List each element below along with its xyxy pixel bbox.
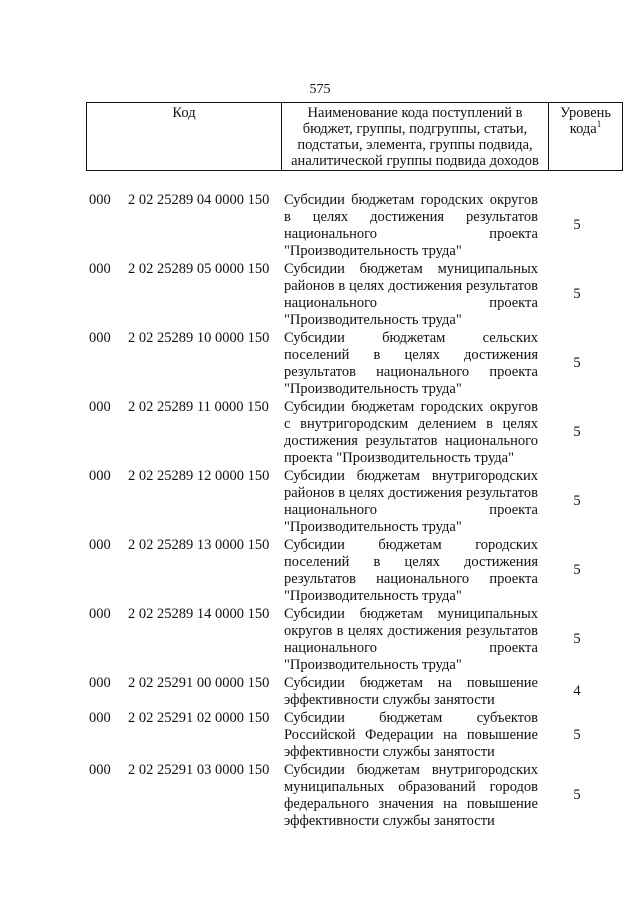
income-name: [284, 399, 538, 467]
income-code: 2 02 25289 13 0000 150: [128, 537, 270, 553]
income-name: [284, 606, 538, 674]
table-row: [0, 468, 640, 537]
income-name-line: Субсидии бюджетам муниципальных: [284, 606, 538, 622]
income-name-line: федерального значения на повышение: [284, 796, 538, 812]
table-row: [0, 192, 640, 261]
income-code: 2 02 25291 00 0000 150: [128, 675, 270, 691]
table-row: [0, 399, 640, 468]
table-row: [0, 606, 640, 675]
income-name-line: национального проекта: [284, 640, 538, 656]
income-code: 2 02 25289 12 0000 150: [128, 468, 270, 484]
code-level: 5: [573, 727, 581, 743]
income-name: [284, 330, 538, 398]
income-name-line: Субсидии бюджетам внутригородских: [284, 468, 538, 484]
income-name-line: Субсидии бюджетам муниципальных: [284, 261, 538, 277]
income-name-line: эффективности службы занятости: [284, 692, 495, 708]
income-code: 2 02 25289 10 0000 150: [128, 330, 270, 346]
income-name: [284, 261, 538, 329]
income-name-line: в целях достижения результатов: [284, 209, 538, 225]
income-code: 2 02 25291 03 0000 150: [128, 762, 270, 778]
code-level: 5: [573, 787, 581, 803]
table-row: [0, 762, 640, 831]
income-name: [284, 762, 538, 830]
income-code: 2 02 25289 05 0000 150: [128, 261, 270, 277]
income-name-line: округов в целях достижения результатов: [284, 623, 538, 639]
income-name-line: "Производительность труда": [284, 657, 462, 673]
income-name-line: Субсидии бюджетам сельских: [284, 330, 538, 346]
footnote-mark: 1: [596, 119, 602, 130]
code-level: 4: [573, 683, 581, 699]
income-name-line: Субсидии бюджетам городских: [284, 537, 538, 553]
admin-code: 000: [89, 762, 111, 778]
table-row: [0, 330, 640, 399]
income-name-line: национального проекта: [284, 502, 538, 518]
income-name-line: "Производительность труда": [284, 312, 462, 328]
admin-code: 000: [89, 261, 111, 277]
income-name-line: результатов национального проекта: [284, 364, 538, 380]
income-name-line: муниципальных образований городов: [284, 779, 538, 795]
income-name-line: Субсидии бюджетам городских округов: [284, 399, 538, 415]
code-level: 5: [573, 562, 581, 578]
income-name-line: "Производительность труда": [284, 381, 462, 397]
income-name-line: результатов национального проекта: [284, 571, 538, 587]
income-name-line: Субсидии бюджетам на повышение: [284, 675, 538, 691]
income-name-line: "Производительность труда": [284, 243, 462, 259]
admin-code: 000: [89, 192, 111, 208]
income-name-line: эффективности службы занятости: [284, 744, 495, 760]
admin-code: 000: [89, 468, 111, 484]
header-code: Код: [87, 103, 282, 171]
income-name-line: Субсидии бюджетам внутригородских: [284, 762, 538, 778]
page-number: 575: [309, 82, 331, 97]
income-name-line: районов в целях достижения результатов: [284, 485, 538, 501]
income-code: 2 02 25289 14 0000 150: [128, 606, 270, 622]
income-code: 2 02 25289 04 0000 150: [128, 192, 270, 208]
admin-code: 000: [89, 675, 111, 691]
income-code: 2 02 25289 11 0000 150: [128, 399, 269, 415]
admin-code: 000: [89, 606, 111, 622]
table-row: [0, 675, 640, 710]
income-name-line: "Производительность труда": [284, 519, 462, 535]
income-name: [284, 675, 538, 709]
income-name-line: Субсидии бюджетам городских округов: [284, 192, 538, 208]
table-header: [86, 102, 623, 171]
income-name: [284, 192, 538, 260]
table-row: [0, 710, 640, 762]
income-name: [284, 468, 538, 536]
table-row: [0, 537, 640, 606]
income-code: 2 02 25291 02 0000 150: [128, 710, 270, 726]
admin-code: 000: [89, 537, 111, 553]
admin-code: 000: [89, 399, 111, 415]
code-level: 5: [573, 493, 581, 509]
admin-code: 000: [89, 330, 111, 346]
income-name-line: "Производительность труда": [284, 588, 462, 604]
income-name-line: национального проекта: [284, 226, 538, 242]
code-level: 5: [573, 424, 581, 440]
income-name-line: проекта "Производительность труда": [284, 450, 515, 466]
code-level: 5: [573, 355, 581, 371]
income-name-line: районов в целях достижения результатов: [284, 278, 538, 294]
income-name-line: Субсидии бюджетам субъектов: [284, 710, 538, 726]
header-level: Уровень кода$^1$: [549, 103, 623, 171]
code-level: 5: [573, 286, 581, 302]
income-name-line: достижения результатов национального: [284, 433, 538, 449]
code-table-body: [0, 192, 640, 831]
income-name-line: с внутригородским делением в целях: [284, 416, 538, 432]
income-name-line: национального проекта: [284, 295, 538, 311]
table-row: [0, 261, 640, 330]
admin-code: 000: [89, 710, 111, 726]
income-name-line: поселений в целях достижения: [284, 347, 538, 363]
income-name: [284, 710, 538, 761]
income-name: [284, 537, 538, 605]
income-name-line: эффективности службы занятости: [284, 813, 495, 829]
income-name-line: Российской Федерации на повышение: [284, 727, 538, 743]
code-level: 5: [573, 631, 581, 647]
income-name-line: поселений в целях достижения: [284, 554, 538, 570]
code-level: 5: [573, 217, 581, 233]
header-name: Наименование кода поступлений в бюджет, группы, подгруппы, статьи, подстатьи, элемента, группы подвида, аналитической группы подвида доходов: [282, 103, 549, 171]
